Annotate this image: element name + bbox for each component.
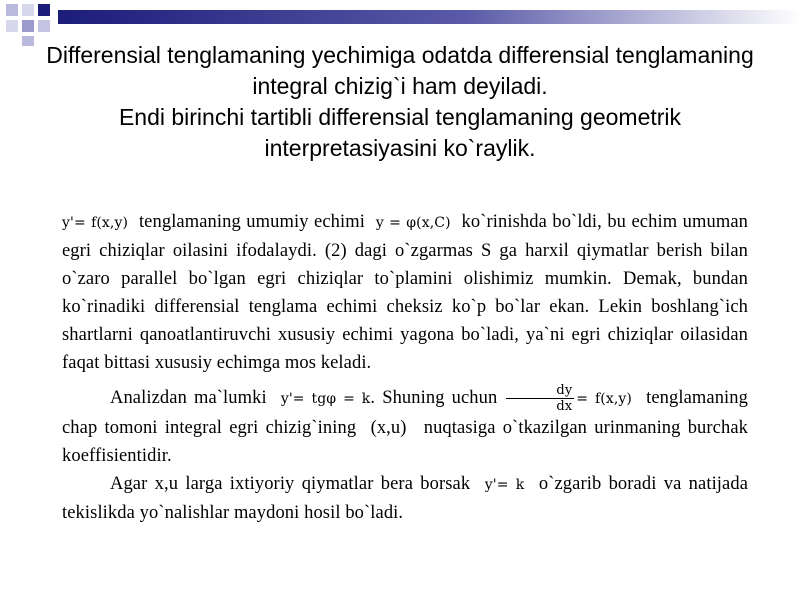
title-line-1: Differensial tenglamaning yechimiga odatda differensial tenglamaning integral chizig`i ham deyiladi. bbox=[46, 42, 754, 99]
paragraph-3 bbox=[62, 470, 748, 527]
equation-de: y'= f(x,y) bbox=[62, 215, 129, 231]
slide-title bbox=[40, 40, 760, 164]
paragraph-3-text-b: o`zgarib boradi va natijada tekislikda yo`nalishlar maydoni hosil bo`ladi. bbox=[62, 474, 749, 523]
paragraph-3-text-a: Agar x,u larga ixtiyoriy qiymatlar bera borsak bbox=[110, 474, 471, 494]
paragraph-1-text-b: ko`rinishda bo`ldi, bu echim umuman egri chiziqlar oilasini ifodalaydi. (2) dagi o`zgarmas S ga harxil qiymatlar berish bilan o`zaro parallel bo`lgan egri chiziqlar to`plamini olishimiz mumkin. Demak, bundan ko`rinadiki differensial tenglama echimi cheksiz ko`p bo`lar ekan. Lekin boshlang`ich shartlarni qanoatlantiruvchi xususiy echimi yagona bo`ladi, ya`ni egri chiziqlar oilasidan faqat bittasi xususiy echimga mos keladi. bbox=[62, 212, 748, 373]
paragraph-2-text-b: . Shuning uchun bbox=[370, 387, 498, 408]
paragraph-2 bbox=[62, 383, 748, 470]
paragraph-2-text-c: tenglamaning chap tomoni integral egri chizig`ining bbox=[62, 387, 748, 438]
equation-k: y'= k bbox=[484, 477, 525, 493]
equation-slope: y'= tgφ = k bbox=[280, 390, 371, 407]
paragraph-2-text-a: Analizdan ma`lumki bbox=[110, 387, 267, 408]
paragraph-2-text-d: nuqtasiga o`tkazilgan urinmaning burchak koeffisientidir. bbox=[62, 418, 748, 466]
fraction-denominator: dx bbox=[556, 399, 573, 414]
equation-rhs: = f(x,y) bbox=[576, 390, 632, 407]
title-line-2: Endi birinchi tartibli differensial tenglamaning geometrik interpretasiyasini ko`raylik. bbox=[118, 104, 682, 161]
point-xu: (x,u) bbox=[370, 418, 407, 438]
fraction-dy-dx bbox=[506, 383, 574, 414]
fraction-numerator: dy bbox=[506, 383, 574, 399]
body-text bbox=[62, 208, 748, 527]
equation-general-solution: y = φ(x,C) bbox=[375, 215, 451, 231]
paragraph-1-text-a: tenglamaning umumiy echimi bbox=[138, 212, 365, 232]
paragraph-1 bbox=[62, 208, 748, 377]
